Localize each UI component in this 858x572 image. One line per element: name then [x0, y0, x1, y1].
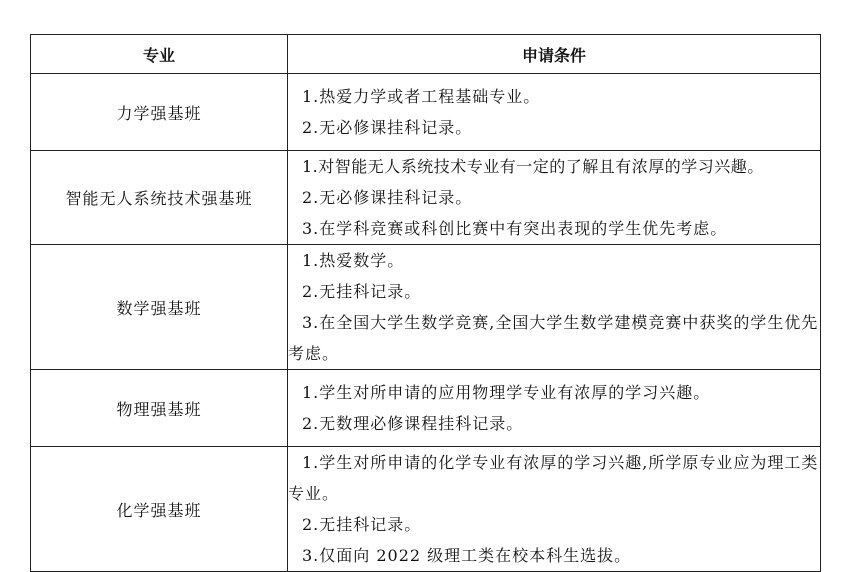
header-conditions: 申请条件 — [288, 35, 821, 74]
major-name: 智能无人系统技术强基班 — [31, 151, 288, 245]
header-major: 专业 — [31, 35, 288, 74]
major-name: 物理强基班 — [31, 370, 288, 447]
condition-item: 1.学生对所申请的应用物理学专业有浓厚的学习兴趣。 — [302, 383, 711, 402]
condition-item: 2.无挂科记录。 — [302, 282, 422, 301]
condition-item: 3.在全国大学生数学竞赛,全国大学生数学建模竞赛中获奖的学生优先考虑。 — [288, 313, 819, 363]
condition-item: 1.学生对所申请的化学专业有浓厚的学习兴趣,所学原专业应为理工类专业。 — [288, 453, 819, 503]
table-row — [31, 370, 821, 447]
condition-item: 1.热爱数学。 — [302, 251, 405, 270]
condition-item: 1.对智能无人系统技术专业有一定的了解且有浓厚的学习兴趣。 — [302, 157, 764, 176]
condition-item: 2.无必修课挂科记录。 — [302, 188, 473, 207]
condition-item: 1.热爱力学或者工程基础专业。 — [302, 87, 541, 106]
condition-item: 3.仅面向 2022 级理工类在校本科生选拔。 — [302, 546, 632, 565]
table-row — [31, 245, 821, 370]
table-header-row — [31, 35, 821, 74]
conditions-cell — [288, 370, 821, 447]
condition-item: 2.无数理必修课程挂科记录。 — [302, 414, 524, 433]
table-row — [31, 151, 821, 245]
major-name: 化学强基班 — [31, 447, 288, 572]
conditions-cell — [288, 74, 821, 151]
table-row — [31, 74, 821, 151]
condition-item: 3.在学科竞赛或科创比赛中有突出表现的学生优先考虑。 — [302, 219, 728, 238]
condition-item: 2.无必修课挂科记录。 — [302, 118, 473, 137]
conditions-cell — [288, 245, 821, 370]
major-name: 数学强基班 — [31, 245, 288, 370]
conditions-cell — [288, 447, 821, 572]
table-row — [31, 447, 821, 572]
application-requirements-table — [30, 34, 821, 572]
conditions-cell — [288, 151, 821, 245]
condition-item: 2.无挂科记录。 — [302, 515, 422, 534]
major-name: 力学强基班 — [31, 74, 288, 151]
